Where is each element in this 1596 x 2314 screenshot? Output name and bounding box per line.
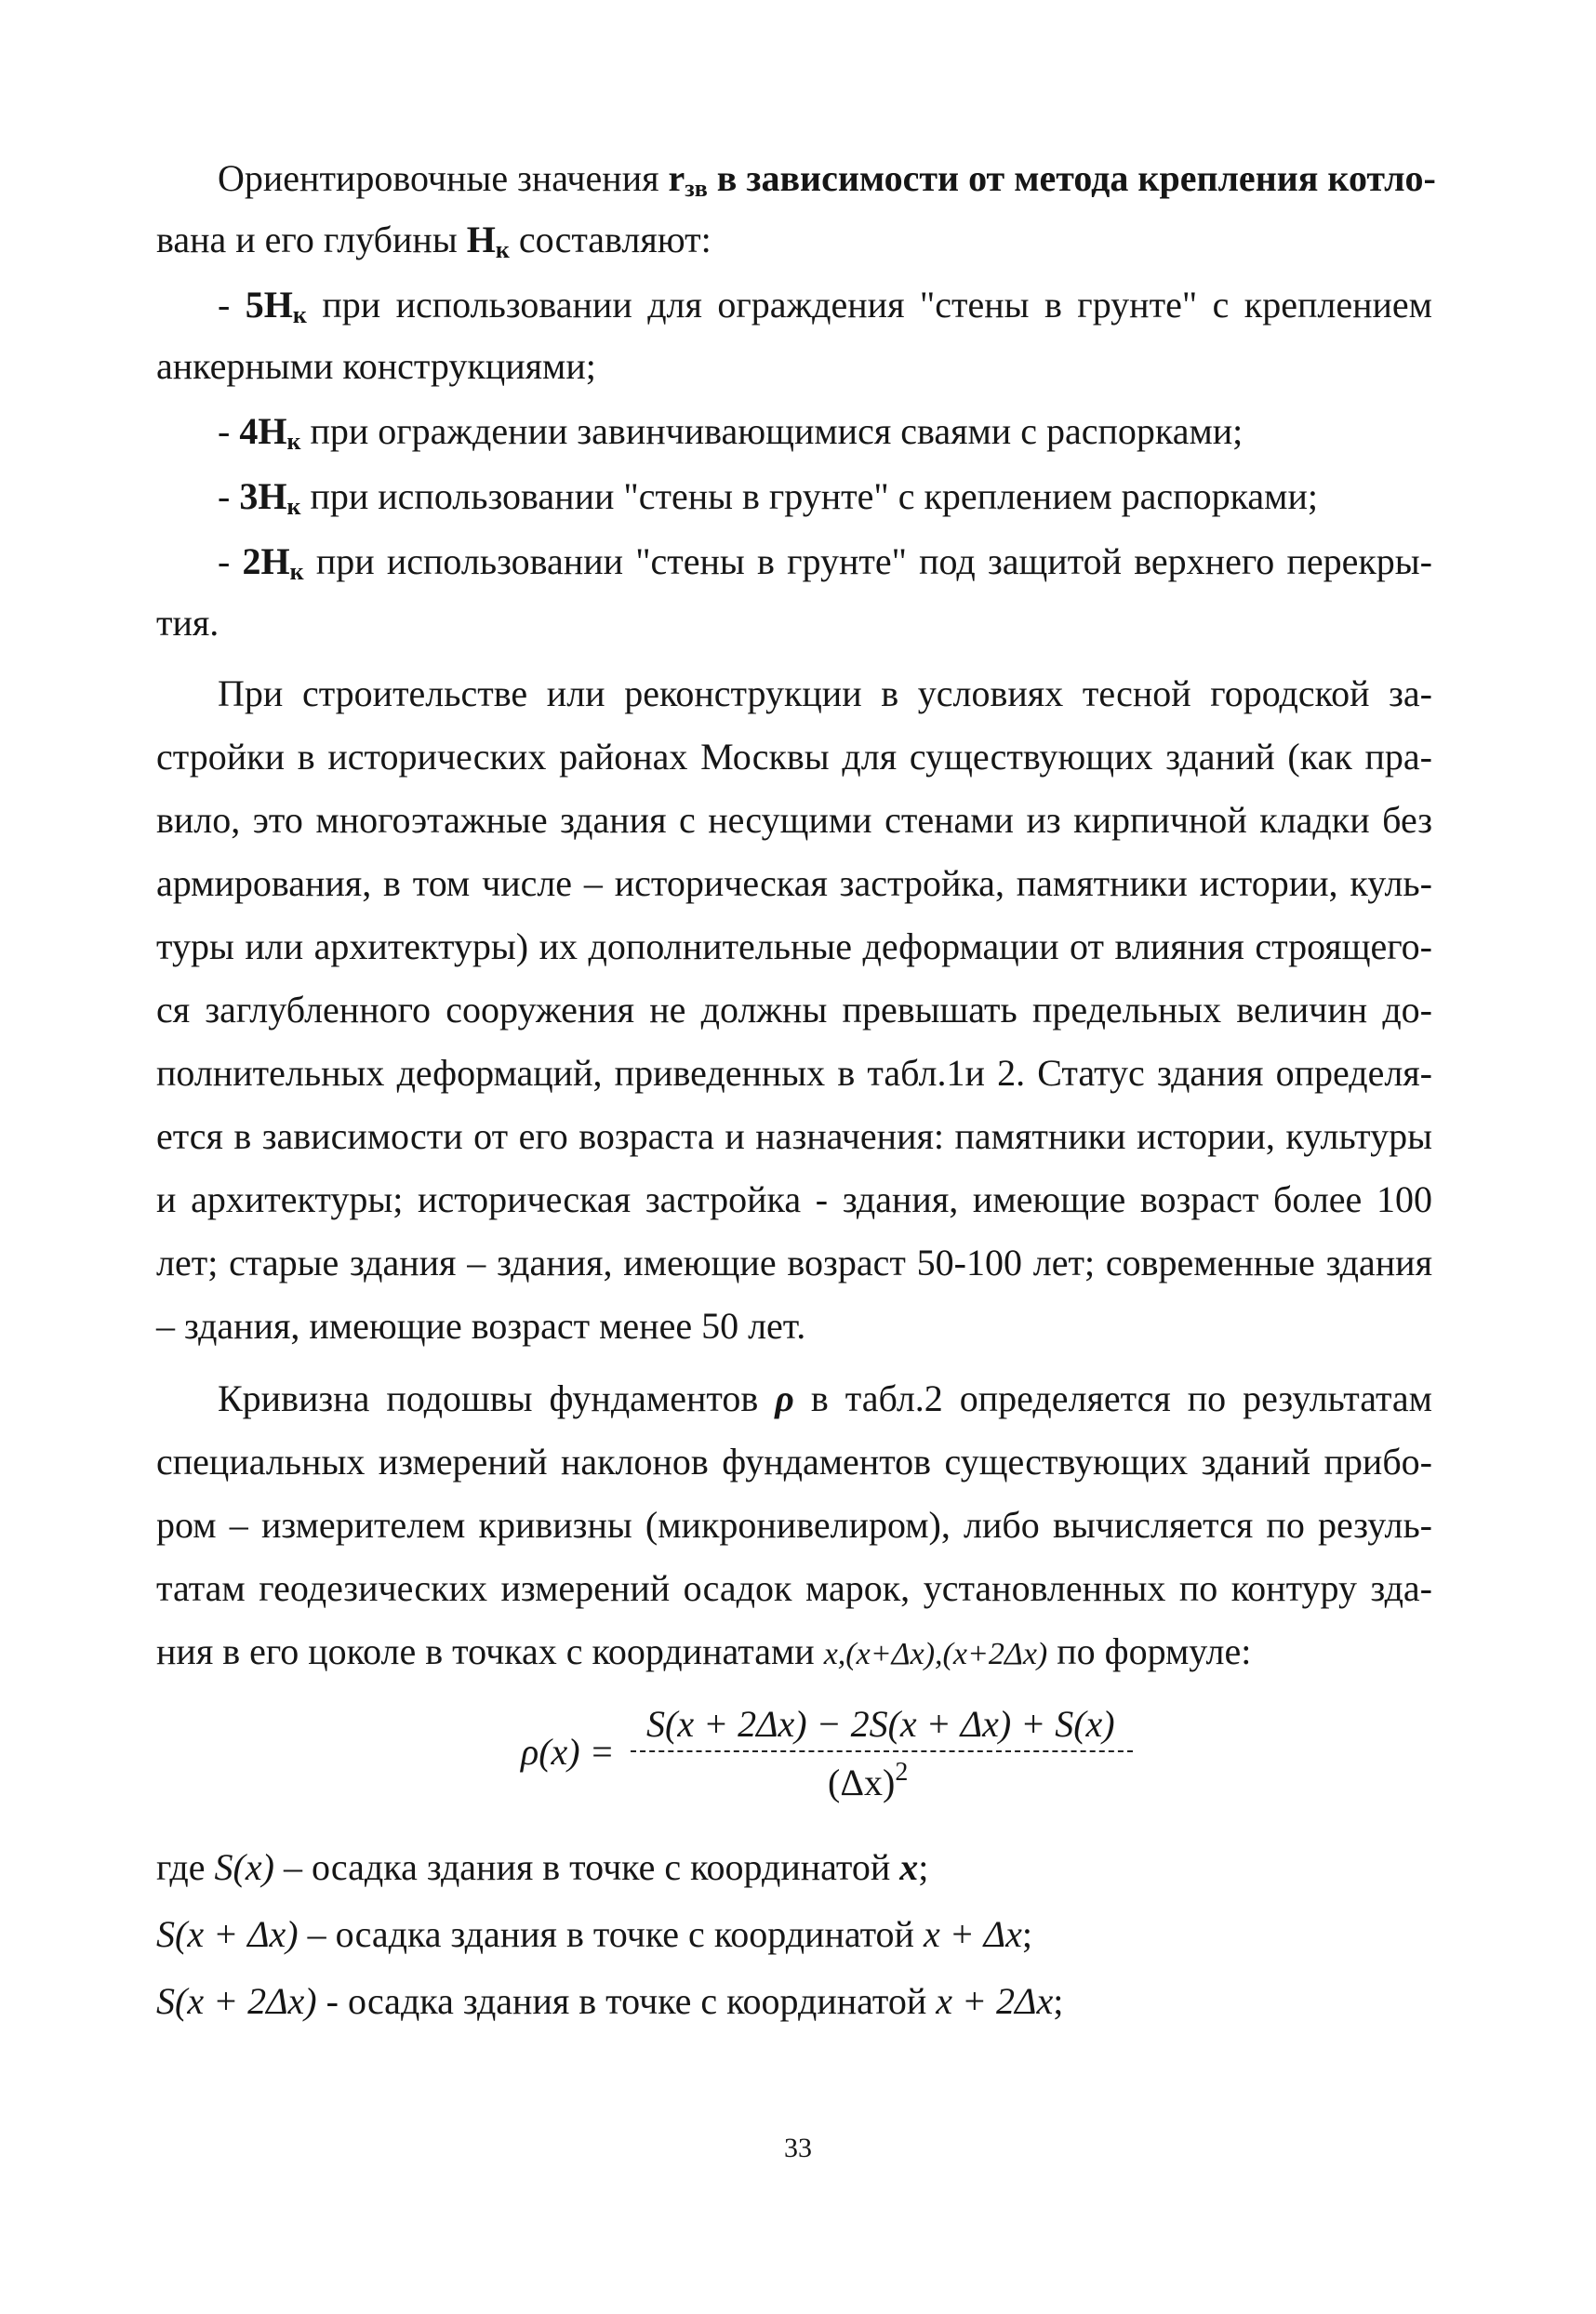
variable-h: H [466,219,496,260]
para2-line: полнительных деформаций, приведенных в табл.1и 2. Статус здания определя- [156,1052,1432,1094]
para2-line: ся заглубленного сооружения не должны превышать предельных величин до- [156,989,1432,1031]
dash: - [218,540,243,582]
variable: x [899,1846,919,1888]
dash: - [218,284,246,326]
text: где [156,1846,215,1888]
list-item-4-line1 [218,539,1432,594]
variable: x + 2Δx [936,1980,1054,2022]
para3-line2: специальных измерений наклонов фундаментов существующих зданий прибо- [156,1441,1432,1483]
subscript: к [495,236,510,263]
text: – осадка здания в точке с координатой [273,1846,900,1888]
text: по формуле: [1047,1630,1252,1672]
para2-line: При строительстве или реконструкции в условиях тесной городской за- [218,672,1432,714]
text: составляют: [509,219,712,260]
definition-1 [156,1845,1432,1890]
variable-2hk: 2H [242,540,290,582]
variable-5hk: 5H [245,284,293,326]
list-item-2 [218,409,1494,464]
para3-line5 [156,1629,1432,1677]
formula-denominator [828,1758,908,1804]
denominator-power: 2 [895,1758,909,1787]
list-item-3 [218,474,1494,529]
formula-numerator: S(x + 2Δx) − 2S(x + Δx) + S(x) [646,1703,1115,1745]
variable: x + Δx [923,1913,1022,1955]
variable-4hk: 4H [239,410,287,452]
text: ; [1053,1980,1064,2022]
para2-line: ется в зависимости от его возраста и назначения: памятники истории, культуры [156,1115,1432,1157]
para1-line2 [156,218,1432,273]
text: в табл.2 определяется по результатам [793,1377,1432,1419]
para2-line: – здания, имеющие возраст менее 50 лет. [156,1305,806,1347]
coordinates: x,(x+Δx),(x+2Δx) [823,1637,1048,1671]
term: S(x + 2Δx) [156,1980,317,2022]
variable-rho: ρ [775,1377,794,1419]
para3-line3: ром – измерителем кривизны (микронивелиром), либо вычисляется по резуль- [156,1504,1432,1546]
para3-line4: татам геодезических измерений осадок марок, установленных по контуру зда- [156,1567,1432,1609]
text: Ориентировочные значения [218,157,669,199]
para2-line: и архитектуры; историческая застройка - здания, имеющие возраст более 100 [156,1178,1432,1220]
subscript: к [289,558,304,585]
text: ; [918,1846,929,1888]
text: при использовании "стены в грунте" с креплением распорками; [300,475,1318,517]
variable-3hk: 3H [239,475,287,517]
subscript: к [292,301,307,328]
list-item-4-line2: тия. [156,602,219,644]
dash: - [218,410,240,452]
subscript: зв [685,175,708,202]
subscript: к [286,428,301,455]
text: при использовании "стены в грунте" под защитой верхнего перекры- [303,540,1432,582]
text: при ограждении завинчивающимися сваями с распорками; [300,410,1244,452]
definition-3 [156,1979,1432,2024]
curvature-formula [521,1702,1153,1804]
fraction-bar [631,1750,1133,1752]
page-number: 33 [784,2133,812,2163]
term: S(x) [214,1846,274,1888]
para2-line: армирования, в том числе – историческая застройка, памятники истории, куль- [156,862,1432,904]
para2-line: стройки в исторических районах Москвы для существующих зданий (как пра- [156,736,1432,778]
text: ния в его цоколе в точках с координатами [156,1630,824,1672]
para1-line1 [218,156,1436,211]
para2-line: вило, это многоэтажные здания с несущими стенами из кирпичной кладки без [156,799,1432,841]
text: - осадка здания в точке с координатой [316,1980,937,2022]
variable-r: r [668,157,685,199]
para2-line: туры или архитектуры) их дополнительные деформации от влияния строящего- [156,925,1432,967]
text: Кривизна подошвы фундаментов [218,1377,776,1419]
list-item-1-line1 [218,283,1432,338]
subscript: к [286,493,301,520]
text: – осадка здания в точке с координатой [298,1913,924,1955]
term: S(x + Δx) [156,1913,299,1955]
denominator-base: (Δx) [828,1762,896,1803]
text: вана и его глубины [156,219,467,260]
para2-line: лет; старые здания – здания, имеющие возраст 50-100 лет; современные здания [156,1242,1432,1283]
list-item-1-line2: анкерными конструкциями; [156,345,596,387]
formula-lhs: ρ(x) = [521,1731,615,1773]
dash: - [218,475,240,517]
text: в зависимости от метода крепления котло- [707,157,1436,199]
text: при использовании для ограждения "стены в грунте" с креплением [306,284,1432,326]
para3-line1 [218,1376,1432,1421]
definition-2 [156,1912,1432,1957]
text: ; [1021,1913,1033,1955]
